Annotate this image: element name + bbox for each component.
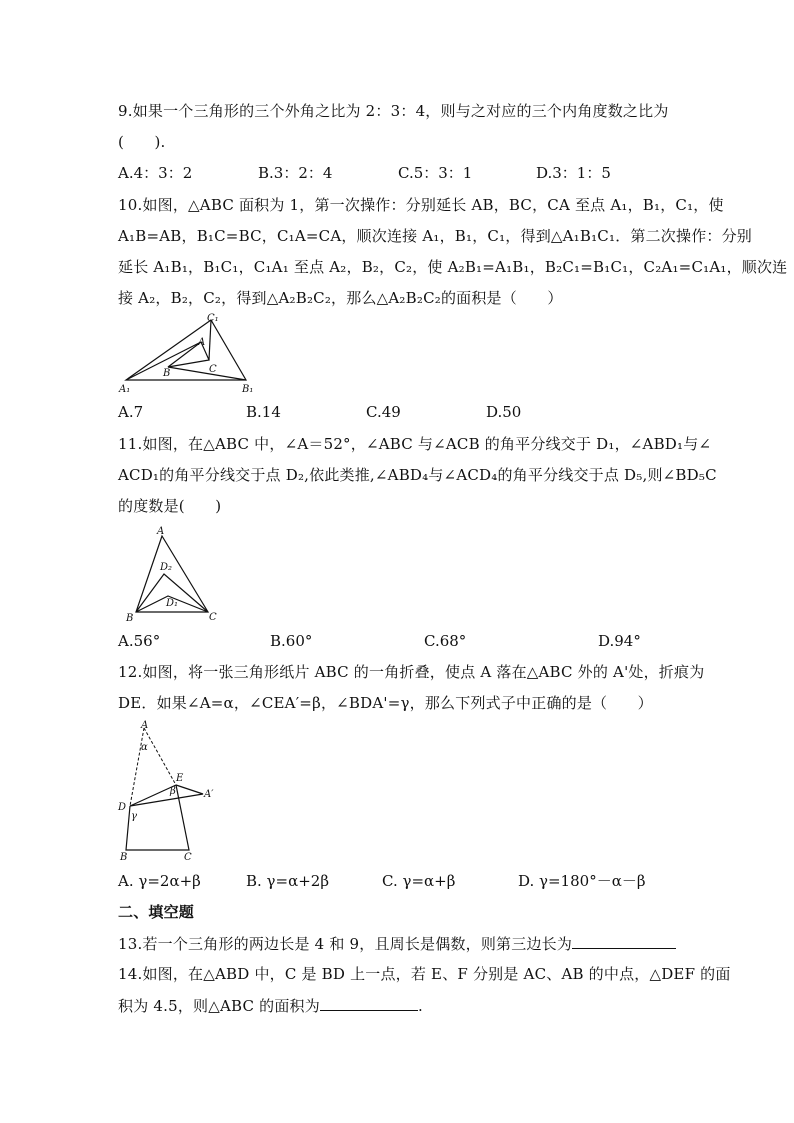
label-a: A bbox=[198, 337, 206, 348]
label-b1: B₁ bbox=[242, 384, 254, 394]
q11-option-d: D.94° bbox=[598, 632, 641, 650]
q10-option-d: D.50 bbox=[486, 403, 522, 421]
q11-option-b: B.60° bbox=[270, 632, 313, 650]
q11-figure bbox=[118, 524, 228, 624]
q10-option-a: A.7 bbox=[118, 403, 144, 421]
q9-option-a: A.4：3：2 bbox=[118, 164, 193, 182]
q12-stem-line2: DE．如果∠A=α，∠CEA′=β，∠BDA'=γ，那么下列式子中正确的是（ ） bbox=[118, 694, 653, 712]
label-alpha: α bbox=[141, 742, 148, 753]
label-c: C bbox=[209, 364, 217, 375]
q13-answer-blank[interactable] bbox=[572, 932, 676, 949]
label-c: C bbox=[184, 852, 192, 862]
label-c1: C₁ bbox=[207, 313, 219, 324]
label-b: B bbox=[120, 852, 128, 862]
q11-stem-line1: 11.如图，在△ABC 中，∠A＝52°，∠ABC 与∠ACB 的角平分线交于 D₁，∠ABD₁与∠ bbox=[118, 435, 712, 453]
q10-figure bbox=[118, 312, 263, 394]
q14-end: . bbox=[417, 997, 423, 1015]
label-b: B bbox=[126, 613, 134, 624]
q12-figure bbox=[114, 718, 224, 862]
q12-option-c: C. γ=α+β bbox=[382, 872, 456, 890]
label-d1: D₁ bbox=[166, 598, 179, 609]
label-b: B bbox=[163, 368, 171, 379]
q9-stem-line2: ( ). bbox=[118, 133, 166, 151]
q9-option-c: C.5：3：1 bbox=[398, 164, 473, 182]
label-a-prime: A′ bbox=[204, 789, 214, 800]
q10-option-b: B.14 bbox=[246, 403, 281, 421]
q14-stem-line1: 14.如图，在△ABD 中，C 是 BD 上一点，若 E、F 分别是 AC、AB 的中点，△DEF 的面 bbox=[118, 965, 731, 983]
label-c: C bbox=[209, 612, 217, 623]
q9-option-d: D.3：1：5 bbox=[536, 164, 611, 182]
q12-option-b: B. γ=α+2β bbox=[246, 872, 330, 890]
q12-option-a: A. γ=2α+β bbox=[118, 872, 201, 890]
q10-stem-line2: A₁B=AB，B₁C=BC，C₁A=CA，顺次连接 A₁，B₁，C₁，得到△A₁B₁C₁．第二次操作：分别 bbox=[118, 227, 753, 245]
label-d: D bbox=[118, 802, 127, 813]
q10-stem-line4: 接 A₂，B₂，C₂，得到△A₂B₂C₂，那么△A₂B₂C₂的面积是（ ） bbox=[118, 289, 563, 307]
q13-text: 13.若一个三角形的两边长是 4 和 9，且周长是偶数，则第三边长为 bbox=[118, 935, 573, 953]
label-a: A bbox=[157, 526, 165, 537]
q12-stem-line1: 12.如图，将一张三角形纸片 ABC 的一角折叠，使点 A 落在△ABC 外的 A'处，折痕为 bbox=[118, 663, 705, 681]
label-beta: β bbox=[170, 786, 176, 797]
label-gamma: γ bbox=[131, 811, 137, 822]
label-a1: A₁ bbox=[119, 384, 131, 394]
q13-stem bbox=[118, 932, 676, 955]
section-heading-fill-in: 二、填空题 bbox=[118, 903, 195, 921]
q14-stem-line2 bbox=[118, 994, 423, 1017]
q10-stem-line3: 延长 A₁B₁，B₁C₁，C₁A₁ 至点 A₂，B₂，C₂，使 A₂B₁=A₁B₁，B₂C₁=B₁C₁，C₂A₁=C₁A₁，顺次连 bbox=[118, 258, 788, 276]
q12-option-d: D. γ=180°－α－β bbox=[518, 872, 646, 890]
label-d2: D₂ bbox=[160, 562, 173, 573]
q11-stem-line2: ACD₁的角平分线交于点 D₂,依此类推,∠ABD₄与∠ACD₄的角平分线交于点 D₅,则∠BD₅C bbox=[118, 466, 717, 484]
q11-stem-line3: 的度数是( ) bbox=[118, 497, 222, 515]
q9-stem-line1: 9.如果一个三角形的三个外角之比为 2：3：4，则与之对应的三个内角度数之比为 bbox=[118, 102, 669, 120]
label-e: E bbox=[176, 773, 184, 784]
q11-option-c: C.68° bbox=[424, 632, 467, 650]
q14-answer-blank[interactable] bbox=[320, 994, 418, 1011]
q10-option-c: C.49 bbox=[366, 403, 401, 421]
q9-option-b: B.3：2：4 bbox=[258, 164, 333, 182]
q14-text: 积为 4.5，则△ABC 的面积为 bbox=[118, 997, 320, 1015]
q10-stem-line1: 10.如图，△ABC 面积为 1，第一次操作：分别延长 AB，BC，CA 至点 A₁，B₁，C₁，使 bbox=[118, 196, 724, 214]
q11-option-a: A.56° bbox=[118, 632, 161, 650]
label-a: A bbox=[141, 720, 149, 731]
